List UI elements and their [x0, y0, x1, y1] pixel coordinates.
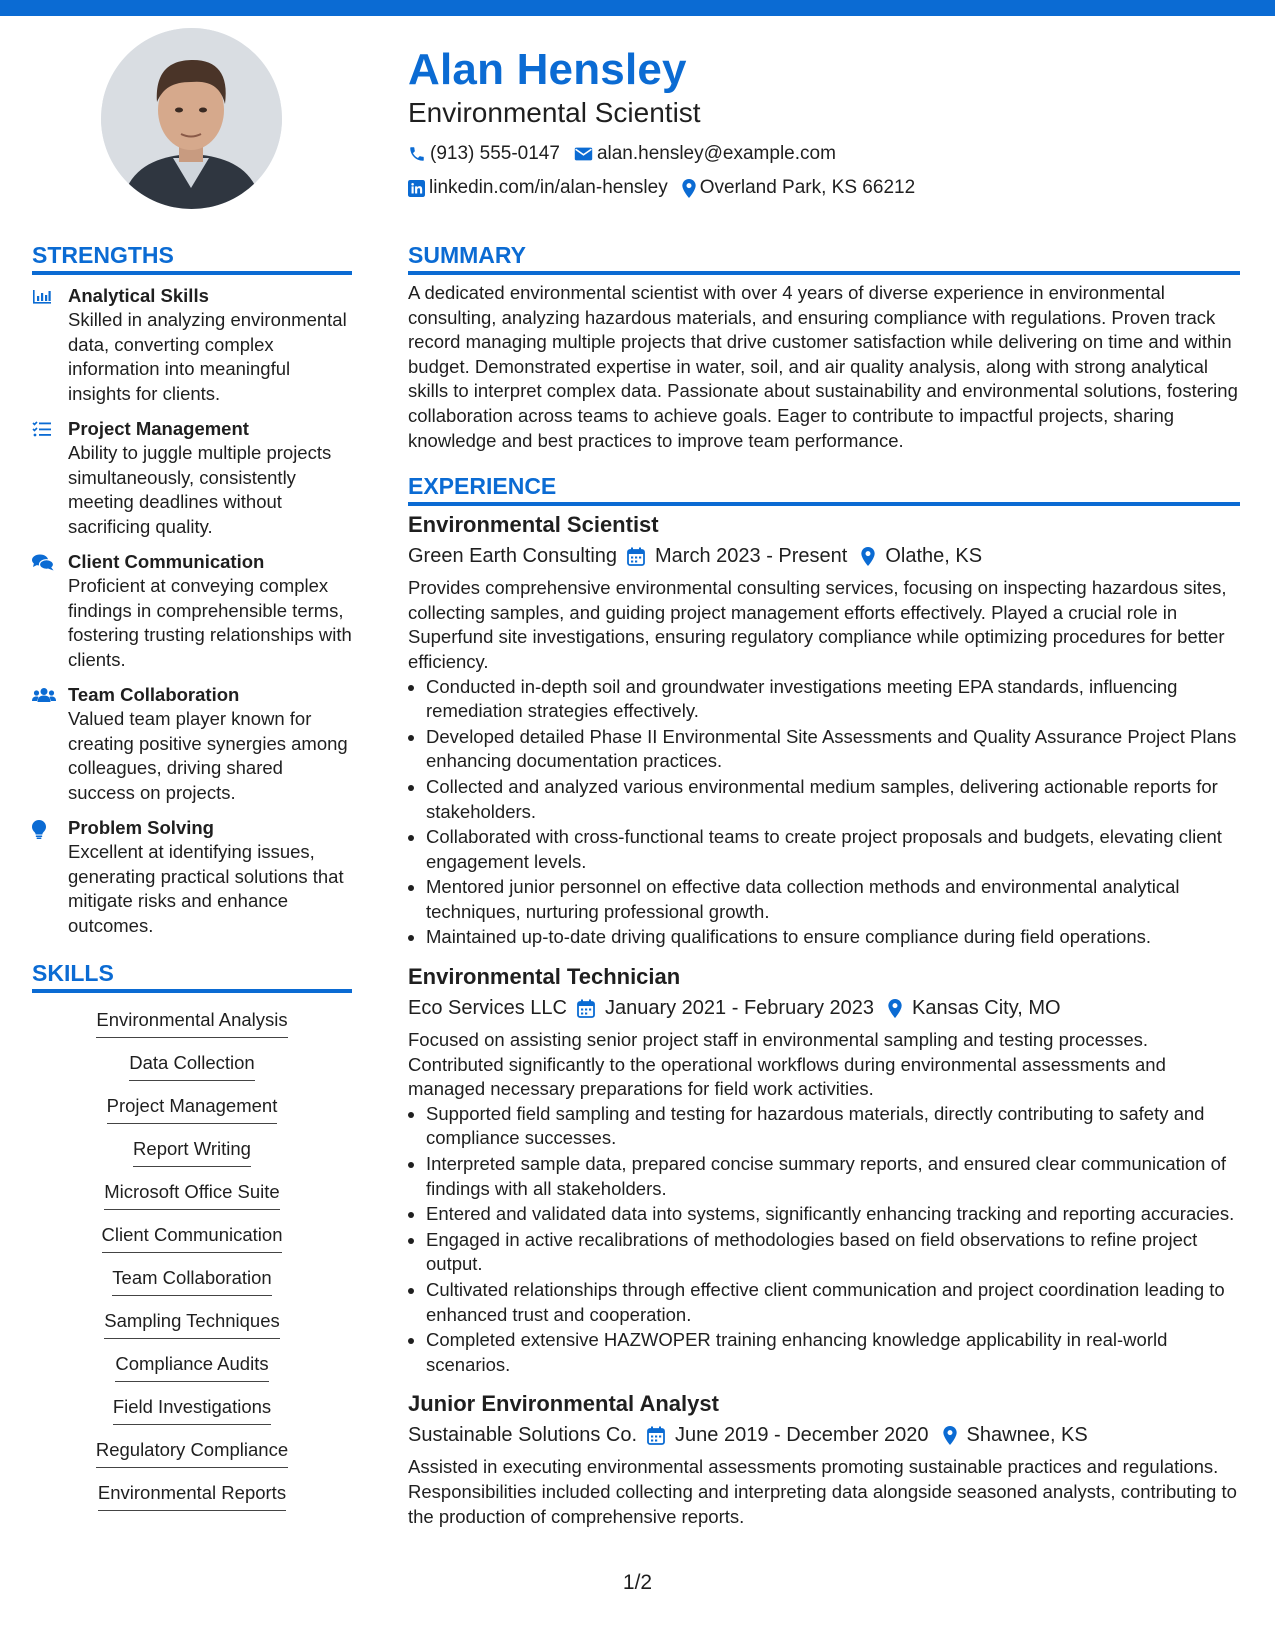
job-entry [408, 962, 1240, 1377]
strength-title: Analytical Skills [68, 285, 209, 306]
skills-heading: SKILLS [32, 958, 352, 993]
email-contact[interactable] [574, 138, 836, 170]
job-bullet: • Collected and analyzed various environmental medium samples, delivering actionable reports for stakeholders. [426, 775, 1240, 824]
job-entry [408, 1389, 1240, 1529]
email-text: alan.hensley@example.com [596, 143, 836, 164]
lightbulb-icon [32, 820, 46, 839]
location-text: Overland Park, KS 66212 [699, 177, 916, 198]
job-bullet: • Mentored junior personnel on effective data collection methods and environmental analytical techniques, nurturing professional growth. [426, 875, 1240, 924]
job-location: Kansas City, MO [912, 997, 1061, 1020]
skill-tag: Regulatory Compliance [96, 1437, 288, 1468]
strength-item [32, 283, 352, 406]
skill-tag: Report Writing [133, 1136, 251, 1167]
strength-title: Client Communication [68, 551, 265, 572]
linkedin-icon [408, 180, 425, 197]
skills-section [32, 958, 352, 1523]
map-pin-icon [888, 999, 902, 1018]
job-location: Olathe, KS [885, 545, 983, 568]
experience-heading: EXPERIENCE [408, 471, 1240, 506]
job-bullet: • Supported field sampling and testing for hazardous materials, directly contributing to safety and compliance successes. [426, 1102, 1240, 1151]
strength-item [32, 416, 352, 539]
job-company: Sustainable Solutions Co. [408, 1424, 638, 1447]
strengths-heading: STRENGTHS [32, 240, 352, 275]
calendar-icon [577, 999, 595, 1018]
strength-description: Ability to juggle multiple projects simultaneously, consistently meeting deadlines without sacrificing quality. [68, 442, 332, 537]
candidate-title: Environmental Scientist [408, 97, 701, 128]
skill-tag: Environmental Reports [98, 1480, 286, 1511]
strength-title: Team Collaboration [68, 684, 240, 705]
map-pin-icon [682, 179, 696, 198]
map-pin-icon [861, 547, 875, 566]
right-column [408, 240, 1240, 1541]
strength-item [32, 682, 352, 805]
job-company: Eco Services LLC [408, 997, 567, 1020]
strength-item [32, 549, 352, 672]
job-description: Assisted in executing environmental assessments promoting sustainable practices and regulations. Responsibilities included collecting and interpreting data alongside seasoned analysts, contributing to the production of comprehensive reports. [408, 1456, 1237, 1527]
job-title: Junior Environmental Analyst [408, 1391, 719, 1417]
bar-chart-icon [32, 288, 52, 304]
job-bullet: • Maintained up-to-date driving qualifications to ensure compliance during field operations. [426, 925, 1240, 950]
job-company: Green Earth Consulting [408, 545, 618, 568]
job-bullet: • Completed extensive HAZWOPER training enhancing knowledge applicability in real-world scenarios. [426, 1328, 1240, 1377]
experience-section [408, 471, 1240, 1529]
strength-item [32, 815, 352, 938]
job-entry [408, 510, 1240, 950]
job-title: Environmental Technician [408, 964, 681, 990]
skill-tag: Environmental Analysis [96, 1007, 287, 1038]
envelope-icon [574, 146, 593, 162]
calendar-icon [627, 547, 645, 566]
phone-icon [408, 145, 426, 163]
linkedin-text: linkedin.com/in/alan-hensley [429, 177, 668, 198]
strength-description: Excellent at identifying issues, generating practical solutions that mitigate risks and enhance outcomes. [68, 841, 344, 936]
summary-heading: SUMMARY [408, 240, 1240, 275]
strength-description: Skilled in analyzing environmental data, converting complex information into meaningful insights for clients. [68, 309, 347, 404]
team-icon [32, 687, 56, 703]
location-contact [682, 172, 915, 204]
skill-tag: Sampling Techniques [104, 1308, 280, 1339]
skill-tag: Field Investigations [113, 1394, 271, 1425]
skill-tag: Microsoft Office Suite [104, 1179, 279, 1210]
job-bullet: • Engaged in active recalibrations of methodologies based on field observations to refine project output. [426, 1228, 1240, 1277]
phone-contact[interactable] [408, 138, 560, 170]
summary-text: A dedicated environmental scientist with over 4 years of diverse experience in environmental consulting, analyzing hazardous materials, and ensuring compliance with regulations. Proven track record managing multiple projects that drive customer satisfaction while delivering on time and within budget. Demonstrated expertise in water, soil, and air quality analysis, along with strong analytical skills to interpret complex data. Passionate about sustainability and environmental solutions, fostering collaboration across teams to achieve goals. Eager to contribute to impactful projects, sharing knowledge and best practices to improve team performance. [408, 282, 1238, 451]
skill-tag: Team Collaboration [112, 1265, 271, 1296]
top-accent-bar [0, 0, 1275, 16]
linkedin-contact[interactable] [408, 172, 668, 204]
job-bullet: • Collaborated with cross-functional teams to create project proposals and budgets, elevating client engagement levels. [426, 825, 1240, 874]
profile-photo [101, 28, 282, 209]
skill-tag: Client Communication [102, 1222, 283, 1253]
job-location: Shawnee, KS [966, 1424, 1088, 1447]
job-bullet: • Interpreted sample data, prepared concise summary reports, and ensured clear communication of findings with all stakeholders. [426, 1152, 1240, 1201]
strength-title: Project Management [68, 418, 249, 439]
skill-tag: Compliance Audits [115, 1351, 268, 1382]
page-number: 1/2 [622, 1571, 653, 1594]
strength-description: Proficient at conveying complex findings in comprehensible terms, fostering trusting relationships with clients. [68, 575, 352, 670]
job-bullet: • Developed detailed Phase II Environmental Site Assessments and Quality Assurance Project Plans enhancing documentation practices. [426, 725, 1240, 774]
job-title: Environmental Scientist [408, 512, 659, 538]
left-column [32, 240, 352, 1523]
job-bullet: • Conducted in-depth soil and groundwater investigations meeting EPA standards, influencing remediation strategies effectively. [426, 675, 1240, 724]
job-description: Focused on assisting senior project staff in environmental sampling and testing processes. Contributed significantly to the operational workflows during environmental assessments and managed necessary preparations for field work activities. [408, 1029, 1166, 1100]
skill-tag: Project Management [107, 1093, 278, 1124]
job-bullet: • Cultivated relationships through effective client communication and project coordination leading to enhanced trust and cooperation. [426, 1278, 1240, 1327]
skill-tag: Data Collection [129, 1050, 254, 1081]
chat-bubbles-icon [32, 554, 54, 571]
resume-header [408, 40, 1248, 204]
map-pin-icon [943, 1426, 957, 1445]
candidate-name: Alan Hensley [408, 45, 687, 94]
calendar-icon [647, 1426, 665, 1445]
job-dates: January 2021 - February 2023 [604, 997, 875, 1020]
strength-title: Problem Solving [68, 817, 214, 838]
strength-description: Valued team player known for creating positive synergies among colleagues, driving shared success on projects. [68, 708, 348, 803]
job-description: Provides comprehensive environmental consulting services, focusing on inspecting hazardous sites, collecting samples, and guiding project management efforts effectively. Played a crucial role in Superfund site investigations, ensuring regulatory compliance while optimizing procedures for better efficiency. [408, 577, 1227, 672]
job-dates: March 2023 - Present [655, 545, 848, 568]
phone-text: (913) 555-0147 [430, 143, 560, 164]
job-bullet: • Entered and validated data into systems, significantly enhancing tracking and reporting accuracies. [426, 1202, 1240, 1227]
task-list-icon [32, 421, 52, 437]
job-dates: June 2019 - December 2020 [675, 1424, 929, 1447]
